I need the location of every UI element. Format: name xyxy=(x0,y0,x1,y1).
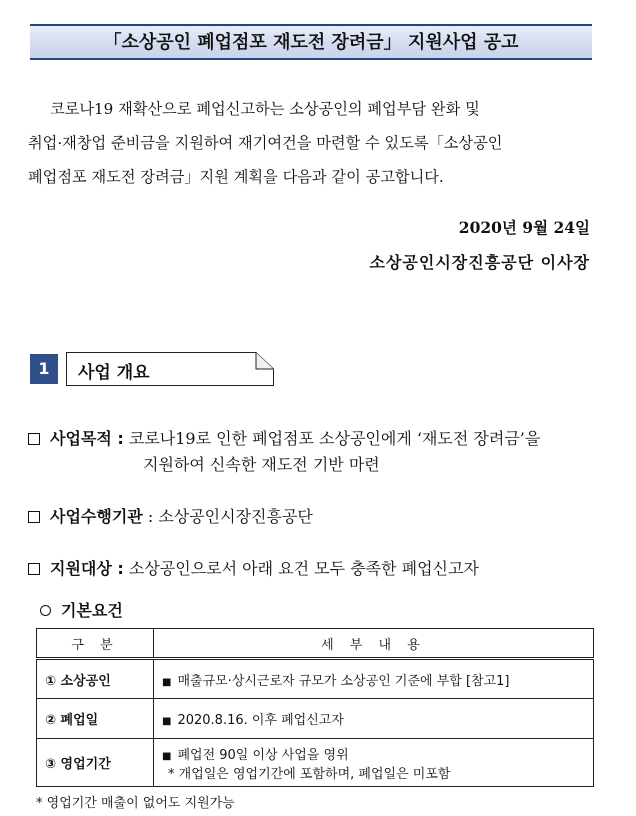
checkbox-square-icon xyxy=(28,563,40,575)
table-header-details: 세 부 내 용 xyxy=(154,629,594,659)
intro-line-3: 폐업점포 재도전 장려금」지원 계획을 다음과 같이 공고합니다. xyxy=(28,168,444,186)
circle-bullet-icon xyxy=(40,605,51,616)
item-text: 코로나19로 인한 폐업점포 소상공인에게 ‘재도전 장려금’을 xyxy=(123,429,541,448)
row-value xyxy=(154,659,594,699)
square-bullet-icon: ■ xyxy=(162,750,172,762)
basic-requirements-title: 기본요건 xyxy=(61,601,123,620)
table-header-row xyxy=(37,629,594,659)
table-row xyxy=(37,659,594,699)
announcement-date: 2020년 9월 24일 xyxy=(458,218,590,237)
row-value-text: 폐업전 90일 이상 사업을 영위 xyxy=(177,747,349,763)
square-bullet-icon: ■ xyxy=(162,716,172,727)
item-target xyxy=(28,556,479,579)
row-value-text: 매출규모·상시근로자 규모가 소상공인 기준에 부합 [참고1] xyxy=(177,673,510,689)
row-key: ③ 영업기간 xyxy=(37,739,154,787)
table-header-category: 구 분 xyxy=(37,629,154,659)
announcement-title: 「소상공인 폐업점포 재도전 장려금」 지원사업 공고 xyxy=(30,24,592,60)
checkbox-square-icon xyxy=(28,511,40,523)
item-text: 소상공인으로서 아래 요건 모두 충족한 폐업신고자 xyxy=(123,559,479,578)
row-value-note: * 개업일은 영업기간에 포함하며, 폐업일은 미포함 xyxy=(168,766,451,782)
intro-line-2: 취업·재창업 준비금을 지원하여 재기여건을 마련할 수 있도록「소상공인 xyxy=(28,134,503,152)
section-header xyxy=(66,352,274,386)
square-bullet-icon: ■ xyxy=(162,676,172,688)
issuer-name: 소상공인시장진흥공단 이사장 xyxy=(369,253,590,272)
section-number: 1 xyxy=(30,354,58,384)
table-row xyxy=(37,739,594,787)
checkbox-square-icon xyxy=(28,433,40,445)
table-row xyxy=(37,699,594,739)
intro-paragraph xyxy=(28,92,594,194)
row-value xyxy=(154,699,594,739)
row-key: ② 폐업일 xyxy=(37,699,154,739)
item-continuation: 지원하여 신속한 재도전 기반 마련 xyxy=(143,455,380,474)
row-key: ① 소상공인 xyxy=(37,659,154,699)
intro-line-1: 코로나19 재확산으로 폐업신고하는 소상공인의 폐업부담 완화 및 xyxy=(50,100,480,118)
row-value-text: 2020.8.16. 이후 폐업신고자 xyxy=(177,713,344,728)
row-value xyxy=(154,739,594,787)
item-label: 사업수행기관 xyxy=(50,507,143,526)
item-label: 지원대상 : xyxy=(50,559,124,578)
item-purpose xyxy=(28,426,540,449)
item-text: : 소상공인시장진흥공단 xyxy=(142,507,313,526)
requirements-table xyxy=(36,628,594,787)
section-title: 사업 개요 xyxy=(78,363,150,383)
footnote: * 영업기간 매출이 없어도 지원가능 xyxy=(36,796,235,811)
basic-requirements-heading xyxy=(40,598,123,621)
item-label: 사업목적 : xyxy=(50,429,124,448)
item-agency xyxy=(28,504,313,527)
